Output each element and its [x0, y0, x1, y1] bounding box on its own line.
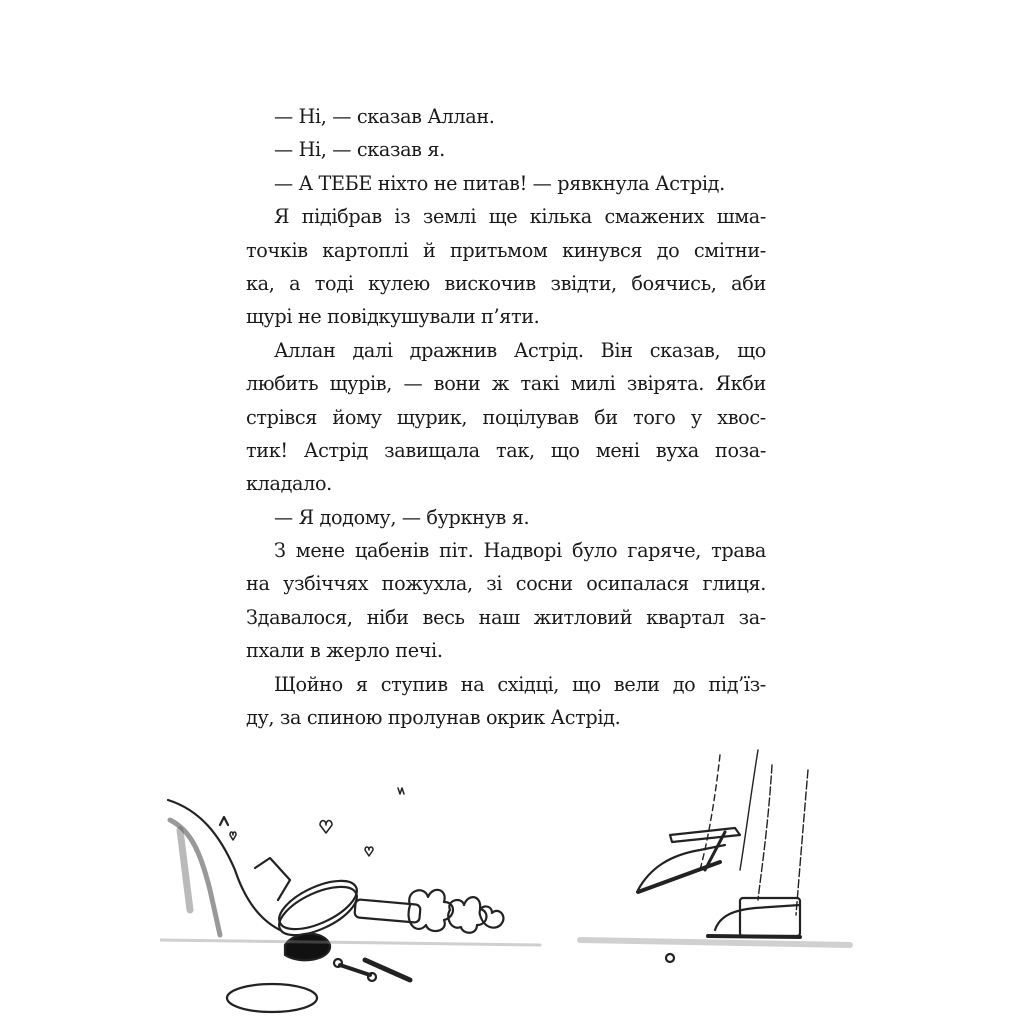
- text-line: пхали в жерло печі.: [246, 639, 443, 663]
- text-line: ду, за спиною пролунав окрик Астрід.: [246, 706, 621, 730]
- body-text: [246, 100, 766, 734]
- text-line: любить щурів, — вони ж такі милі звірята. Якби: [246, 372, 766, 396]
- text-line: Аллан далі дражнив Астрід. Він сказав, що: [274, 338, 766, 362]
- text-line: тик! Астрід завищала так, що мені вуха поза-: [246, 438, 766, 462]
- text-line: Щойно я ступив на східці, що вели до під’їз-: [274, 672, 766, 696]
- text-line: Здавалося, ніби весь наш житловий квартал за-: [246, 605, 766, 629]
- text-line: З мене цабенів піт. Надворі було гаряче, трава: [274, 539, 766, 563]
- text-line: точків картоплі й притьмом кинувся до смітни-: [246, 238, 766, 262]
- text-line: кладало.: [246, 472, 332, 496]
- text-line: ка, а тоді кулею вискочив звідти, боячись, аби: [246, 271, 766, 295]
- text-line: на узбіччях пожухла, зі сосни осипалася глиця.: [246, 572, 766, 596]
- text-line: Я підібрав із землі ще кілька смажених шма-: [274, 205, 766, 229]
- text-line: — А ТЕБЕ ніхто не питав! — рявкнула Астрід.: [274, 171, 725, 195]
- trash-scene-illustration: [160, 740, 860, 1024]
- text-line: — Ні, — сказав Аллан.: [274, 105, 495, 128]
- text-line: — Я додому, — буркнув я.: [274, 505, 530, 529]
- text-line: — Ні, — сказав я.: [274, 138, 445, 162]
- text-line: щурі не повідкушували п’яти.: [246, 305, 540, 329]
- text-line: стрівся йому щурик, поцілував би того у хвос-: [246, 405, 766, 429]
